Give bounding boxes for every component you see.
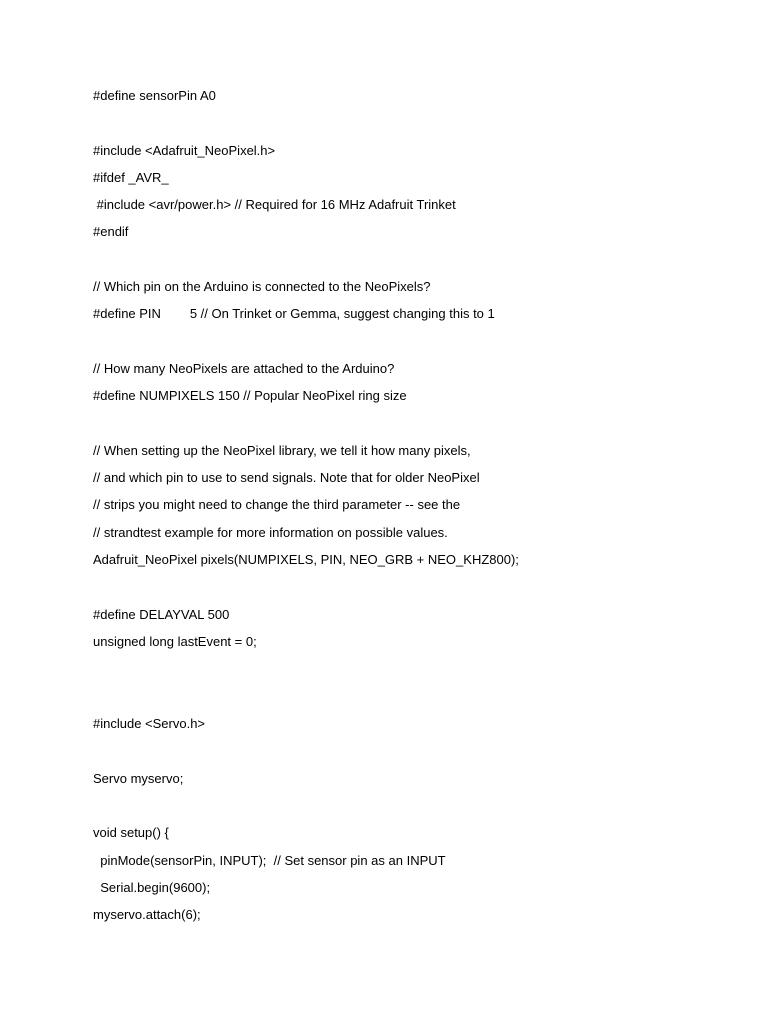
code-line: #include <Adafruit_NeoPixel.h> [93,143,276,158]
code-line: Adafruit_NeoPixel pixels(NUMPIXELS, PIN, NEO_GRB + NEO_KHZ800); [93,552,519,567]
code-line: #define PIN 5 // On Trinket or Gemma, suggest changing this to 1 [93,306,495,321]
code-line: #define DELAYVAL 500 [93,607,230,622]
code-line: #endif [93,224,129,239]
code-line: // Which pin on the Arduino is connected to the NeoPixels? [93,279,431,294]
code-line: myservo.attach(6); [93,907,201,922]
code-line: #define sensorPin A0 [93,88,216,103]
code-line: // How many NeoPixels are attached to the Arduino? [93,361,395,376]
code-line: #include <Servo.h> [93,716,206,731]
code-line: unsigned long lastEvent = 0; [93,634,257,649]
code-line: // When setting up the NeoPixel library, we tell it how many pixels, [93,443,471,458]
code-line: #include <avr/power.h> // Required for 16 MHz Adafruit Trinket [93,197,456,212]
code-line: void setup() { [93,825,169,840]
code-line: // and which pin to use to send signals. Note that for older NeoPixel [93,470,480,485]
code-line: // strips you might need to change the third parameter -- see the [93,497,461,512]
code-line: Serial.begin(9600); [93,880,211,895]
code-line: #ifdef _AVR_ [93,170,169,185]
code-line: #define NUMPIXELS 150 // Popular NeoPixel ring size [93,388,407,403]
code-line: // strandtest example for more information on possible values. [93,525,448,540]
code-line: pinMode(sensorPin, INPUT); // Set sensor pin as an INPUT [93,853,446,868]
code-line: Servo myservo; [93,771,184,786]
